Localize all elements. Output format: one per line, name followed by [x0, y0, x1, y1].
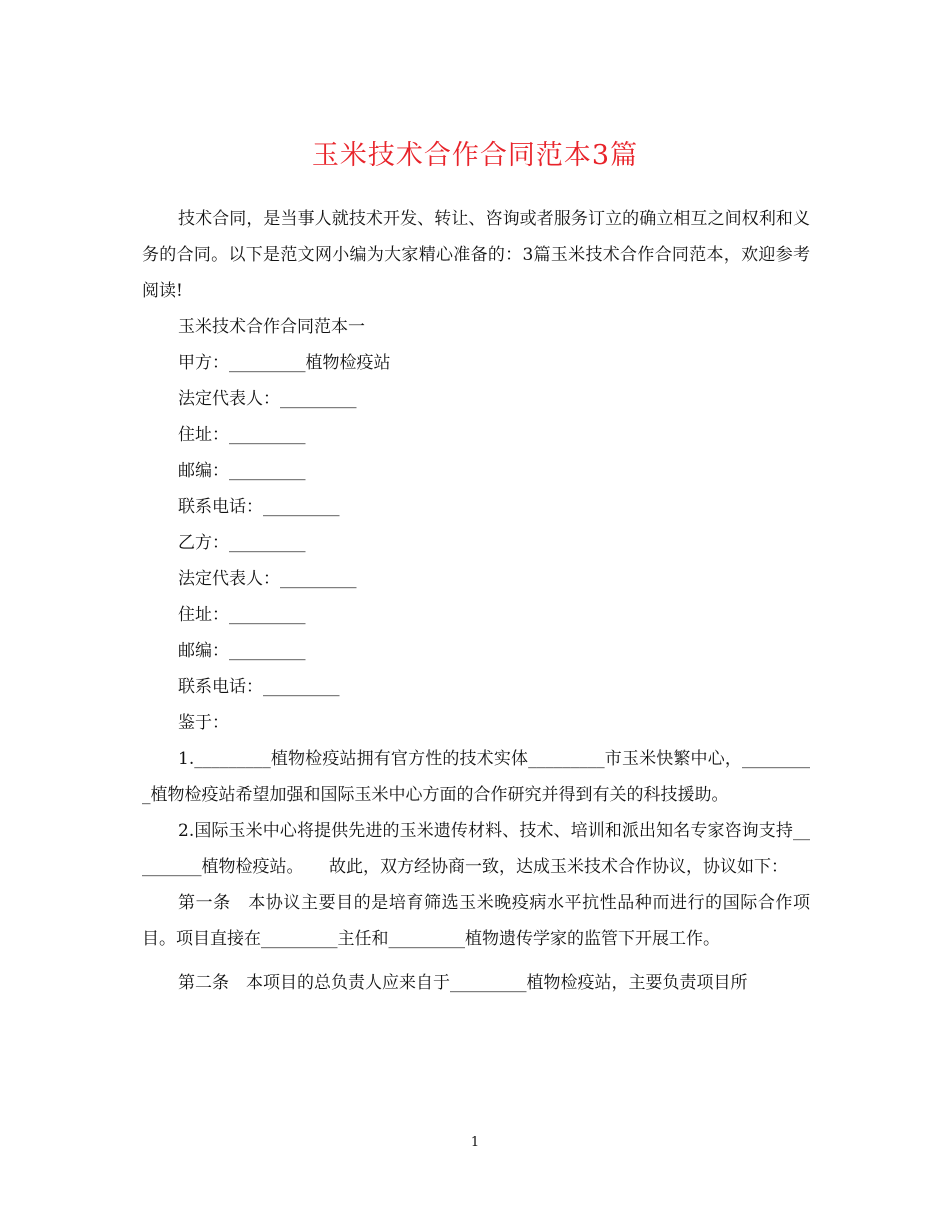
- party-a-representative: 法定代表人：_________: [178, 389, 357, 409]
- party-b-postcode: 邮编：_________: [178, 641, 306, 661]
- whereas-clause-1: 1._________植物检疫站拥有官方性的技术实体_________市玉米快繁中心，_________植物检疫站希望加强和国际玉米中心方面的合作研究并得到有关的科技援助。: [142, 749, 810, 805]
- document-title: 玉米技术合作合同范本3篇: [311, 140, 639, 171]
- party-a-address: 住址：_________: [178, 425, 306, 445]
- party-b-address: 住址：_________: [178, 605, 306, 625]
- party-b-line: 乙方：_________: [178, 533, 306, 553]
- document-body: [142, 201, 810, 1001]
- whereas-clause-2: 2.国际玉米中心将提供先进的玉米遗传材料、技术、培训和派出知名专家咨询支持_________植物检疫站。 故此，双方经协商一致，达成玉米技术合作协议，协议如下：: [142, 821, 810, 877]
- party-a-phone: 联系电话：_________: [178, 497, 340, 517]
- party-b-phone: 联系电话：_________: [178, 677, 340, 697]
- article-1: 第一条 本协议主要目的是培育筛选玉米晚疫病水平抗性品种而进行的国际合作项目。项目直接在_________主任和_________植物遗传学家的监管下开展工作。: [142, 893, 810, 949]
- whereas-heading: 鉴于：: [178, 713, 229, 733]
- intro-paragraph: 技术合同，是当事人就技术开发、转让、咨询或者服务订立的确立相互之间权利和义务的合同。以下是范文网小编为大家精心准备的：3篇玉米技术合作合同范本，欢迎参考阅读!: [142, 209, 810, 301]
- page-number: 1: [470, 1135, 480, 1150]
- party-a-postcode: 邮编：_________: [178, 461, 306, 481]
- party-b-representative: 法定代表人：_________: [178, 569, 357, 589]
- article-2: 第二条 本项目的总负责人应来自于_________植物检疫站，主要负责项目所: [178, 973, 748, 993]
- party-a-line: 甲方：_________植物检疫站: [178, 353, 391, 373]
- section-heading: 玉米技术合作合同范本一: [178, 317, 365, 337]
